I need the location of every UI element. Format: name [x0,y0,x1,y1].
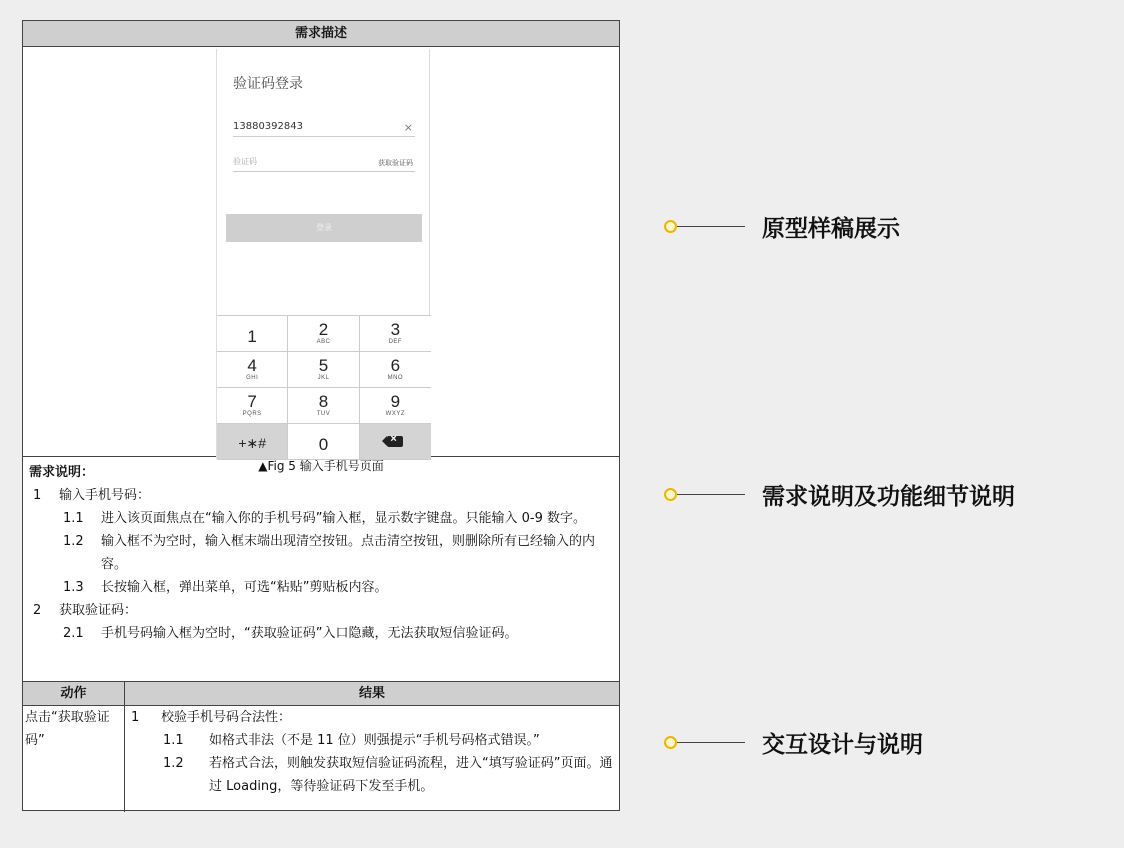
key-5[interactable] [288,352,359,388]
numeric-keypad [217,315,431,460]
key-2[interactable] [288,316,359,352]
key-backspace[interactable] [360,424,431,460]
annotation-requirements [664,478,1114,508]
phone-value: 13880392843 [233,121,303,132]
annotation-label: 交互设计与说明 [762,732,923,758]
list-item [131,729,619,752]
key-digit: 9 [390,392,401,411]
bullet-dot-icon [664,220,677,233]
list-item [131,752,619,798]
item-text: 输入框不为空时，输入框末端出现清空按钮。点击清空按钮，则删除所有已经输入的内容。 [101,534,596,572]
connector-line [677,742,745,743]
login-title: 验证码登录 [233,76,303,92]
key-1[interactable] [217,316,288,352]
list-item [29,576,613,599]
action-table [23,681,619,812]
code-input[interactable] [233,156,415,172]
connector-line [677,226,745,227]
key-symbols[interactable] [217,424,288,460]
key-0[interactable] [288,424,359,460]
key-digit: 3 [390,320,401,339]
list-item [131,706,619,729]
item-text: 进入该页面焦点在“输入你的手机号码”输入框，显示数字键盘。只能输入 0-9 数字。 [101,511,586,526]
key-digit: 2 [318,320,329,339]
requirements-title: 需求说明： [29,465,95,480]
item-number: 2.1 [63,626,84,641]
item-text: 若格式合法，则触发获取短信验证码流程，进入“填写验证码”页面。通过 Loading，等待验证码下发至手机。 [209,756,613,794]
key-7[interactable] [217,388,288,424]
annotation-prototype [664,210,1114,240]
key-digit: 7 [247,392,257,411]
item-text: 如格式非法（不是 11 位）则强提示“手机号码格式错误。” [209,733,540,748]
key-digit: 5 [318,356,329,375]
key-digit: 4 [247,356,257,375]
item-number: 1.1 [163,733,184,748]
item-text: 长按输入框，弹出菜单，可选“粘贴”剪贴板内容。 [101,580,388,595]
table-header [23,682,619,706]
key-letters: JKL [317,375,330,381]
key-digit: 0 [318,435,329,454]
key-digit: +∗# [238,435,267,451]
item-number: 1 [131,710,140,725]
annotation-label: 需求说明及功能细节说明 [762,484,1015,510]
key-letters: GHI [246,375,259,381]
connector-line [677,494,745,495]
key-8[interactable] [288,388,359,424]
bullet-dot-icon [664,488,677,501]
key-letters: MNO [387,375,404,381]
item-number: 1.1 [63,511,84,526]
clear-icon[interactable]: × [403,121,413,134]
key-letters: PQRS [242,411,262,417]
item-number: 1.2 [63,534,84,549]
list-item [29,622,613,645]
key-letters: DEF [388,339,403,345]
requirement-document [22,20,620,811]
requirements-section [23,457,619,645]
key-digit: 6 [390,356,401,375]
list-item [29,530,613,576]
list-item [29,507,613,530]
column-header-action: 动作 [23,682,125,705]
bullet-dot-icon [664,736,677,749]
backspace-icon [387,436,403,447]
item-text: 获取验证码： [59,603,138,618]
get-code-link[interactable]: 获取验证码 [378,159,413,167]
login-button[interactable]: 登录 [226,214,422,242]
key-digit: 8 [318,392,329,411]
phone-input[interactable] [233,121,415,137]
key-4[interactable] [217,352,288,388]
key-letters: ABC [316,339,331,345]
section-header: 需求描述 [23,21,619,47]
item-text: 输入手机号码： [59,488,151,503]
item-number: 1 [33,488,42,503]
item-text: 手机号码输入框为空时，“获取验证码”入口隐藏，无法获取短信验证码。 [101,626,518,641]
item-number: 2 [33,603,42,618]
key-3[interactable] [360,316,431,352]
list-item [29,484,613,507]
key-letters: TUV [316,411,331,417]
key-6[interactable] [360,352,431,388]
column-header-result: 结果 [358,686,385,701]
item-text: 校验手机号码合法性： [161,710,292,725]
key-digit: 1 [247,327,257,346]
table-row [23,706,619,812]
phone-prototype [216,49,430,459]
item-number: 1.3 [63,580,84,595]
figure-caption: ▲Fig 5 输入手机号页面 [258,459,384,473]
code-placeholder: 验证码 [233,157,257,166]
annotation-interaction [664,726,1114,756]
key-9[interactable] [360,388,431,424]
key-letters: WXYZ [385,411,405,417]
result-cell [125,706,619,812]
item-number: 1.2 [163,756,184,771]
list-item [29,599,613,622]
annotation-label: 原型样稿展示 [762,216,900,242]
action-cell: 点击“获取验证码” [23,706,125,812]
